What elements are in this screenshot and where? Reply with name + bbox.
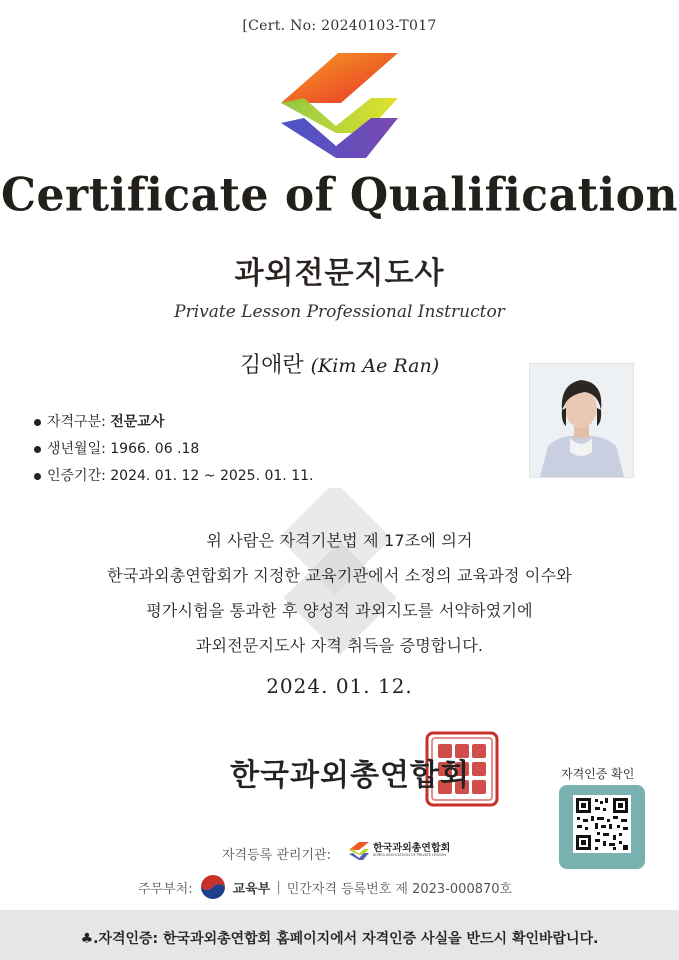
qualification-name-korean: 과외전문지도사: [234, 256, 445, 291]
info-birth-date: [34, 438, 199, 458]
body-text-line: 과외전문지도사 자격 취득을 증명합니다.: [195, 636, 484, 655]
issue-date: 2024. 01. 12.: [266, 674, 413, 698]
government-emblem-icon: [199, 873, 227, 901]
association-logo: [276, 48, 402, 166]
holder-photo: [529, 363, 634, 478]
info-label: 생년월일:: [47, 441, 111, 457]
footer-notice: ♣.자격인증: 한국과외총연합회 홈페이지에서 자격인증 사실을 반드시 확인바랍니다.: [80, 931, 599, 947]
registry-label: 자격등록 관리기관:: [222, 848, 331, 863]
qr-code-icon: [573, 795, 631, 853]
info-certification-period: [34, 465, 313, 485]
info-value: 1966. 06 .18: [110, 441, 200, 457]
registry-logo: [348, 841, 450, 861]
divider: |: [276, 879, 281, 895]
info-value: 2024. 01. 12 ~ 2025. 01. 11.: [110, 468, 314, 484]
certificate-title: Certificate of Qualification: [1, 168, 678, 223]
issuer-name: 한국과외총연합회: [230, 758, 470, 793]
supervising-ministry-row: [138, 873, 512, 901]
registry-logo-subtext: KOREA ASSOCIATION OF PRIVATE LESSON: [373, 853, 447, 858]
bullet-icon: [34, 419, 41, 426]
body-text-line: 위 사람은 자격기본법 제 17조에 의거: [206, 531, 473, 550]
qualification-name-english: Private Lesson Professional Instructor: [174, 302, 505, 322]
body-text-line: 평가시험을 통과한 후 양성적 과외지도를 서약하였기에: [146, 601, 533, 620]
registration-number: 민간자격 등록번호 제 2023-000870호: [286, 881, 513, 897]
holder-name-korean: 김애란: [239, 353, 304, 378]
info-qualification-type: [34, 411, 164, 431]
bullet-icon: [34, 446, 41, 453]
registry-logo-text: 한국과외총연합회: [373, 843, 451, 855]
certificate-number: [Cert. No: 20240103-T017: [242, 18, 437, 34]
qr-verify-label: 자격인증 확인: [561, 767, 635, 781]
qr-verify-code[interactable]: [559, 785, 645, 869]
bullet-icon: [34, 473, 41, 480]
registry-logo-icon: [348, 841, 370, 861]
supervisor-label: 주무부처:: [138, 881, 193, 897]
info-label: 자격구분:: [47, 414, 111, 430]
info-label: 인증기간:: [47, 468, 111, 484]
holder-name-english: (Kim Ae Ran): [310, 355, 440, 377]
ministry-name: 교육부: [232, 881, 271, 897]
body-text-line: 한국과외총연합회가 지정한 교육기관에서 소정의 교육과정 이수와: [107, 566, 572, 585]
info-value: 전문교사: [110, 414, 165, 430]
